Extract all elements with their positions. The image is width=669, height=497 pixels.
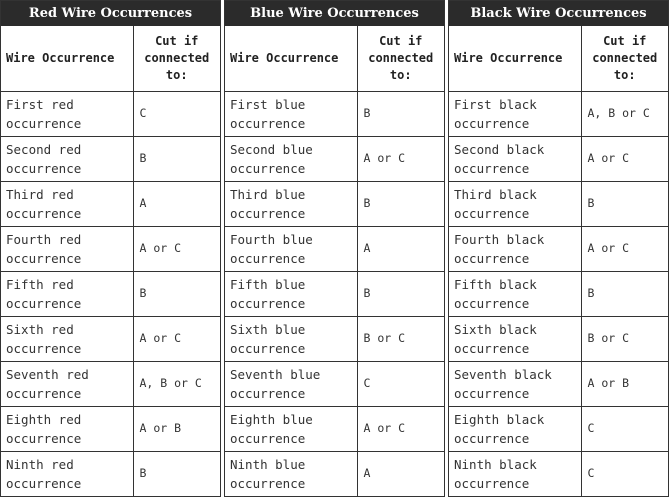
table-title: Black Wire Occurrences: [449, 1, 668, 26]
table-row: [225, 406, 444, 451]
cut-cell: B: [133, 136, 220, 181]
occurrence-cell: Sixth black occurrence: [449, 316, 581, 361]
table-row: [225, 181, 444, 226]
red-wire-table: [0, 0, 221, 497]
cut-cell: B or C: [357, 316, 444, 361]
cut-cell: A, B or C: [581, 91, 668, 136]
table-row: [1, 316, 220, 361]
table-row: [449, 136, 668, 181]
occurrence-cell: Ninth blue occurrence: [225, 451, 357, 496]
occurrence-cell: Eighth red occurrence: [1, 406, 133, 451]
cut-cell: B: [357, 91, 444, 136]
red-wire-grid: [1, 26, 220, 496]
table-row: [449, 361, 668, 406]
occurrence-cell: Seventh blue occurrence: [225, 361, 357, 406]
occurrence-cell: Fourth red occurrence: [1, 226, 133, 271]
cut-cell: A: [357, 451, 444, 496]
table-row: [225, 271, 444, 316]
cut-cell: C: [357, 361, 444, 406]
table-row: [225, 91, 444, 136]
occurrence-cell: First black occurrence: [449, 91, 581, 136]
table-row: [225, 136, 444, 181]
table-row: [1, 361, 220, 406]
cut-cell: B: [133, 271, 220, 316]
cut-cell: C: [133, 91, 220, 136]
occurrence-cell: Sixth red occurrence: [1, 316, 133, 361]
table-row: [225, 361, 444, 406]
table-row: [1, 406, 220, 451]
occurrence-cell: Third black occurrence: [449, 181, 581, 226]
table-row: [449, 271, 668, 316]
cut-cell: C: [581, 406, 668, 451]
table-row: [449, 181, 668, 226]
header-row: [1, 26, 220, 91]
blue-wire-grid: [225, 26, 444, 496]
header-row: [449, 26, 668, 91]
blue-wire-table: [224, 0, 445, 497]
occurrence-cell: Fifth black occurrence: [449, 271, 581, 316]
table-row: [225, 226, 444, 271]
cut-cell: B or C: [581, 316, 668, 361]
cut-cell: A or B: [581, 361, 668, 406]
table-row: [449, 451, 668, 496]
table-row: [449, 316, 668, 361]
occurrence-cell: Fourth blue occurrence: [225, 226, 357, 271]
table-row: [449, 406, 668, 451]
cut-cell: B: [357, 271, 444, 316]
table-row: [449, 226, 668, 271]
wire-occurrence-header: Wire Occurrence: [225, 26, 357, 91]
occurrence-cell: Second red occurrence: [1, 136, 133, 181]
cut-cell: C: [581, 451, 668, 496]
occurrence-cell: Third blue occurrence: [225, 181, 357, 226]
occurrence-cell: Second black occurrence: [449, 136, 581, 181]
table-row: [449, 91, 668, 136]
occurrence-cell: Second blue occurrence: [225, 136, 357, 181]
cut-cell: A or C: [133, 316, 220, 361]
table-row: [1, 136, 220, 181]
table-row: [225, 316, 444, 361]
cut-cell: A or C: [357, 406, 444, 451]
table-row: [1, 451, 220, 496]
cut-cell: B: [581, 181, 668, 226]
cut-if-header: Cut if connected to:: [357, 26, 444, 91]
wire-occurrence-header: Wire Occurrence: [449, 26, 581, 91]
occurrence-cell: Sixth blue occurrence: [225, 316, 357, 361]
cut-cell: A or C: [357, 136, 444, 181]
cut-cell: A, B or C: [133, 361, 220, 406]
occurrence-cell: Seventh black occurrence: [449, 361, 581, 406]
cut-cell: B: [581, 271, 668, 316]
cut-cell: A or C: [581, 136, 668, 181]
occurrence-cell: Fourth black occurrence: [449, 226, 581, 271]
table-row: [1, 226, 220, 271]
table-title: Blue Wire Occurrences: [225, 1, 444, 26]
black-wire-table: [448, 0, 669, 497]
occurrence-cell: Third red occurrence: [1, 181, 133, 226]
cut-if-header: Cut if connected to:: [133, 26, 220, 91]
occurrence-cell: Ninth red occurrence: [1, 451, 133, 496]
header-row: [225, 26, 444, 91]
occurrence-cell: First blue occurrence: [225, 91, 357, 136]
table-row: [1, 91, 220, 136]
wire-occurrence-header: Wire Occurrence: [1, 26, 133, 91]
black-wire-grid: [449, 26, 668, 496]
cut-cell: A or C: [133, 226, 220, 271]
cut-cell: B: [133, 451, 220, 496]
table-row: [1, 181, 220, 226]
occurrence-cell: Fifth blue occurrence: [225, 271, 357, 316]
table-row: [225, 451, 444, 496]
cut-cell: B: [357, 181, 444, 226]
occurrence-cell: Seventh red occurrence: [1, 361, 133, 406]
occurrence-cell: First red occurrence: [1, 91, 133, 136]
cut-cell: A: [133, 181, 220, 226]
cut-cell: A or C: [581, 226, 668, 271]
table-row: [1, 271, 220, 316]
cut-if-header: Cut if connected to:: [581, 26, 668, 91]
occurrence-cell: Eighth black occurrence: [449, 406, 581, 451]
cut-cell: A: [357, 226, 444, 271]
occurrence-cell: Eighth blue occurrence: [225, 406, 357, 451]
occurrence-cell: Ninth black occurrence: [449, 451, 581, 496]
occurrence-cell: Fifth red occurrence: [1, 271, 133, 316]
cut-cell: A or B: [133, 406, 220, 451]
table-title: Red Wire Occurrences: [1, 1, 220, 26]
